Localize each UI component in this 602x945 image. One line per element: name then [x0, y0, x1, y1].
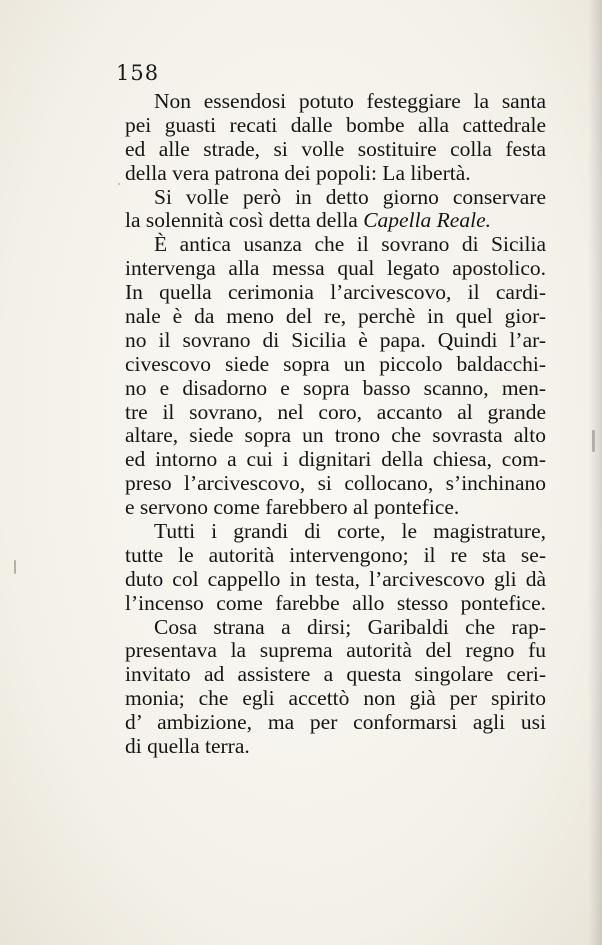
text-line: tutte le autorità intervengono; il re sta se-	[125, 542, 546, 567]
page-number: 158	[116, 61, 160, 85]
text-line: Tutti i grandi di corte, le magistrature,	[154, 519, 546, 544]
text-line: d’ ambizione, ma per conformarsi agli usi	[125, 710, 546, 735]
text-line: no e disadorno e sopra basso scanno, men-	[125, 375, 546, 400]
text-line: Non essendosi potuto festeggiare la santa	[154, 89, 546, 113]
text-line: Si volle però in detto giorno conservare	[154, 184, 546, 209]
paper-speck	[592, 430, 595, 452]
text-line-roman: la solennità così detta della	[125, 208, 364, 233]
text-line: l’incenso come farebbe allo stesso pontefice.	[125, 590, 546, 615]
text-line: preso l’arcivescovo, si collocano, s’inchinano	[125, 471, 546, 496]
text-line: È antica usanza che il sovrano di Sicilia	[154, 232, 546, 257]
text-line: civescovo siede sopra un piccolo baldacchi-	[125, 351, 546, 376]
text-line: e servono come farebbero al pontefice.	[125, 495, 460, 520]
text-line: presentava la suprema autorità del regno fu	[125, 638, 546, 663]
paper-speck	[14, 560, 16, 574]
text-line	[122, 209, 546, 233]
text-line: ed intorno a cui i dignitari della chiesa, com-	[125, 447, 546, 472]
text-line: di quella terra.	[125, 734, 250, 759]
text-line: nale è da meno del re, perchè in quel gior-	[125, 304, 546, 329]
text-line: In quella cerimonia l’arcivescovo, il cardi-	[125, 280, 546, 305]
text-line: intervenga alla messa qual legato apostolico.	[125, 256, 546, 281]
text-line: duto col cappello in testa, l’arcivescovo gli dà	[125, 566, 546, 591]
text-line: ed alle strade, si volle sostituire colla festa	[125, 136, 546, 161]
page-edge-shadow	[588, 0, 602, 945]
text-line: Cosa strana a dirsi; Garibaldi che rap-	[154, 614, 546, 639]
text-line-italic: Capella Reale.	[363, 208, 491, 233]
paper-speck	[118, 183, 120, 185]
body-text	[122, 90, 546, 759]
text-line: tre il sovrano, nel coro, accanto al grande	[125, 399, 546, 424]
text-line: monia; che egli accettò non già per spirito	[125, 686, 546, 711]
text-line: della vera patrona dei popoli: La libertà.	[125, 160, 471, 185]
text-line: pei guasti recati dalle bombe alla cattedrale	[125, 112, 546, 137]
text-line: no il sovrano di Sicilia è papa. Quindi l’ar-	[125, 327, 546, 352]
text-line: invitato ad assistere a questa singolare ceri-	[125, 662, 546, 687]
text-line: altare, siede sopra un trono che sovrasta alto	[125, 423, 546, 448]
